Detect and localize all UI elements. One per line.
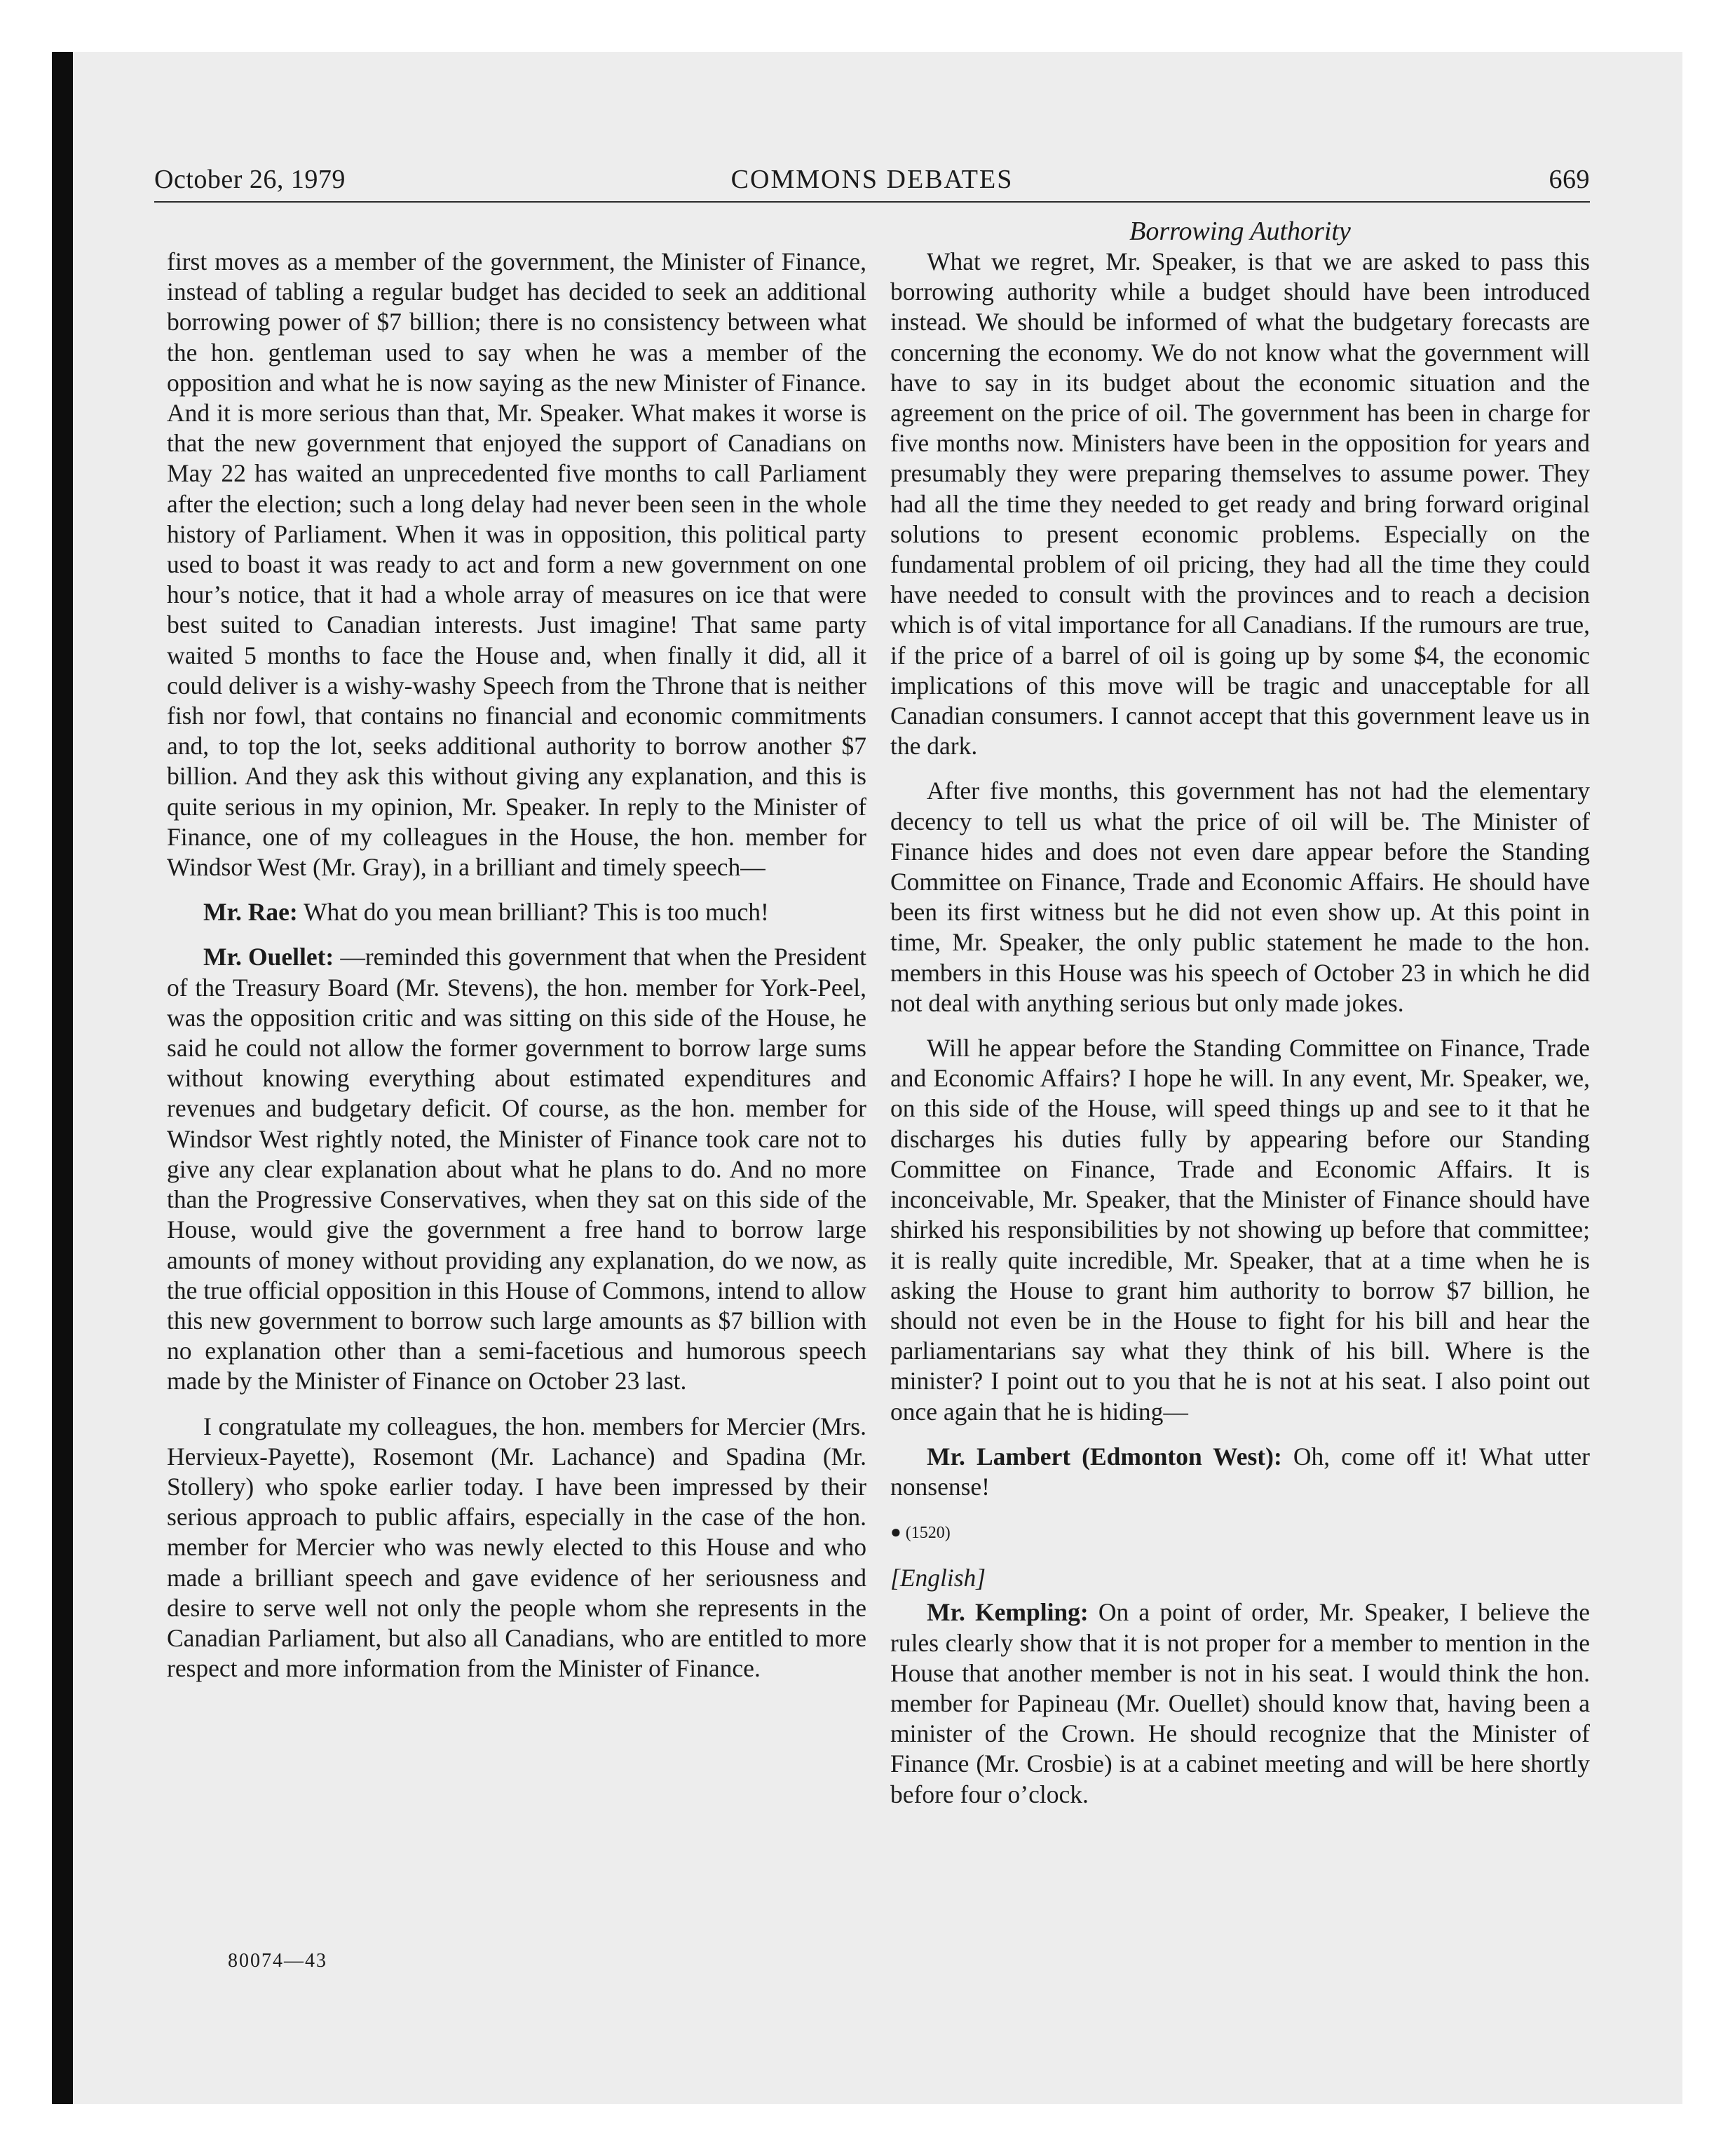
language-tag: [English] (890, 1564, 986, 1592)
header-date: October 26, 1979 (154, 165, 346, 194)
section-title: Borrowing Authority (1129, 217, 1351, 246)
speech-paragraph (890, 1442, 1590, 1502)
speech-paragraph (167, 897, 866, 927)
scan-binding-edge (52, 52, 73, 2104)
running-header (154, 158, 1590, 200)
paragraph: I congratulate my colleagues, the hon. members for Mercier (Mrs. Hervieux-Payette), Rosemont (Mr. Lachance) and Spadina (Mr. Stollery) who spoke earlier today. I have been impressed by their serious approach to public affairs, especially in the case of the hon. member for Mercier who was newly elected to this House and who made a brilliant speech and gave evidence of her seriousness and desire to serve well not only the people whom she represents in the Canadian Parliament, but also all Canadians, who are entitled to more respect and more information from the Minister of Finance. (167, 1412, 866, 1683)
paragraph: What we regret, Mr. Speaker, is that we are asked to pass this borrowing authority while a budget should have been introduced instead. We should be informed of what the budgetary forecasts are concerning the economy. We do not know what the government will have to say in its budget about the economic situation and the agreement on the price of oil. The government has been in charge for five months now. Ministers have been in the opposition for years and presumably they were preparing themselves to assume power. They had all the time they needed to get ready and bring forward original solutions to present economic problems. Especially on the fundamental problem of oil pricing, they had all the time they could have needed to consult with the provinces and to reach a decision which is of vital importance for all Canadians. If the rumours are true, if the price of a barrel of oil is going up by some $4, the economic implications of this move will be tragic and unacceptable for all Canadian consumers. I cannot accept that this government leave us in the dark. (890, 247, 1590, 760)
time-marker (890, 1517, 1590, 1548)
print-code: 80074—43 (228, 1950, 327, 1972)
speech-text: —reminded this government that when the President of the Treasury Board (Mr. Stevens), the hon. member for York-Peel, was the opposition critic and was sitting on this side of the House, he said he could not allow the former government to borrow large sums without knowing everything about estimated expenditures and revenues and budgetary deficit. Of course, as the hon. member for Windsor West rightly noted, the Minister of Finance took care not to give any clear explanation about what he plans to do. And no more than the Progressive Conservatives, when they sat on this side of the House, would give the government a free hand to borrow large amounts of money without providing any explanation, do we now, as the true official opposition in this House of Commons, intend to allow this new government to borrow such large amounts as $7 billion with no explanation other than a semi-facetious and humorous speech made by the Minister of Finance on October 23 last. (167, 943, 867, 1396)
speaker-name: Mr. Kempling: (927, 1598, 1089, 1627)
speech-paragraph (167, 942, 866, 1396)
paragraph: After five months, this government has not had the elementary decency to tell us what the price of oil will be. The Minister of Finance hides and does not even dare appear before the Standing Committee on Finance, Trade and Economic Affairs. He should have been its first witness but he did not even show up. At this point in time, Mr. Speaker, the only public statement he made to the hon. members in this House was his speech of October 23 in which he did not deal with anything serious but only made jokes. (890, 777, 1590, 1017)
header-page-number: 669 (1549, 165, 1590, 194)
bullet-icon: ● (890, 1522, 901, 1543)
paragraph: Will he appear before the Standing Committee on Finance, Trade and Economic Affairs? I hope he will. In any event, Mr. Speaker, we, on this side of the House, will speed things up and see to it that he discharges his duties fully by appearing before our Standing Committee on Finance, Trade and Economic Affairs. It is inconceivable, Mr. Speaker, that the Minister of Finance should have shirked his responsibilities by not showing up before that committee; it is really quite incredible, Mr. Speaker, that at a time when he is asking the House to grant him authority to borrow $7 billion, he should not even be in the House to fight for his bill and hear the parliamentarians say what they think of his bill. Where is the minister? I point out to you that he is not at his seat. I also point out once again that he is hiding— (890, 1034, 1590, 1426)
speaker-name: Mr. Rae: (203, 898, 298, 927)
header-publication-title: COMMONS DEBATES (730, 165, 1014, 194)
speech-paragraph (890, 1597, 1590, 1809)
speaker-name: Mr. Ouellet: (203, 943, 334, 971)
right-column (890, 247, 1590, 1824)
speaker-name: Mr. Lambert (Edmonton West): (927, 1442, 1282, 1471)
speech-text: What do you mean brilliant? This is too much! (297, 898, 769, 927)
speech-text: On a point of order, Mr. Speaker, I believe the rules clearly show that it is not proper for a member to mention in the House that another member is not in his seat. I would think the hon. member for Papineau (Mr. Ouellet) should know that, having been a minister of the Crown. He should recognize that the Minister of Finance (Mr. Crosbie) is at a cabinet meeting and will be here shortly before four o’clock. (890, 1598, 1590, 1808)
time-marker-label: (1520) (905, 1524, 951, 1543)
left-column (167, 247, 866, 1698)
speech-text: Oh, come off it! What utter nonsense! (890, 1442, 1590, 1501)
paragraph: first moves as a member of the government, the Minister of Finance, instead of tabling a regular budget has decided to seek an additional borrowing power of $7 billion; there is no consistency between what the hon. gentleman used to say when he was a member of the opposition and what he is now saying as the new Minister of Finance. And it is more serious than that, Mr. Speaker. What makes it worse is that the new government that enjoyed the support of Canadians on May 22 has waited an unprecedented five months to call Parliament after the election; such a long delay had never been seen in the whole history of Parliament. When it was in opposition, this political party used to boast it was ready to act and form a new government on one hour’s notice, that it had a whole array of measures on ice that were best suited to Canadian interests. Just imagine! That same party waited 5 months to face the House and, when finally it did, all it could deliver is a wishy-washy Speech from the Throne that is neither fish nor fowl, that contains no financial and economic commitments and, to top the lot, seeks additional authority to borrow another $7 billion. And they ask this without giving any explanation, and this is quite serious in my opinion, Mr. Speaker. In reply to the Minister of Finance, one of my colleagues in the House, the hon. member for Windsor West (Mr. Gray), in a brilliant and timely speech— (167, 247, 866, 882)
header-rule (154, 201, 1590, 203)
